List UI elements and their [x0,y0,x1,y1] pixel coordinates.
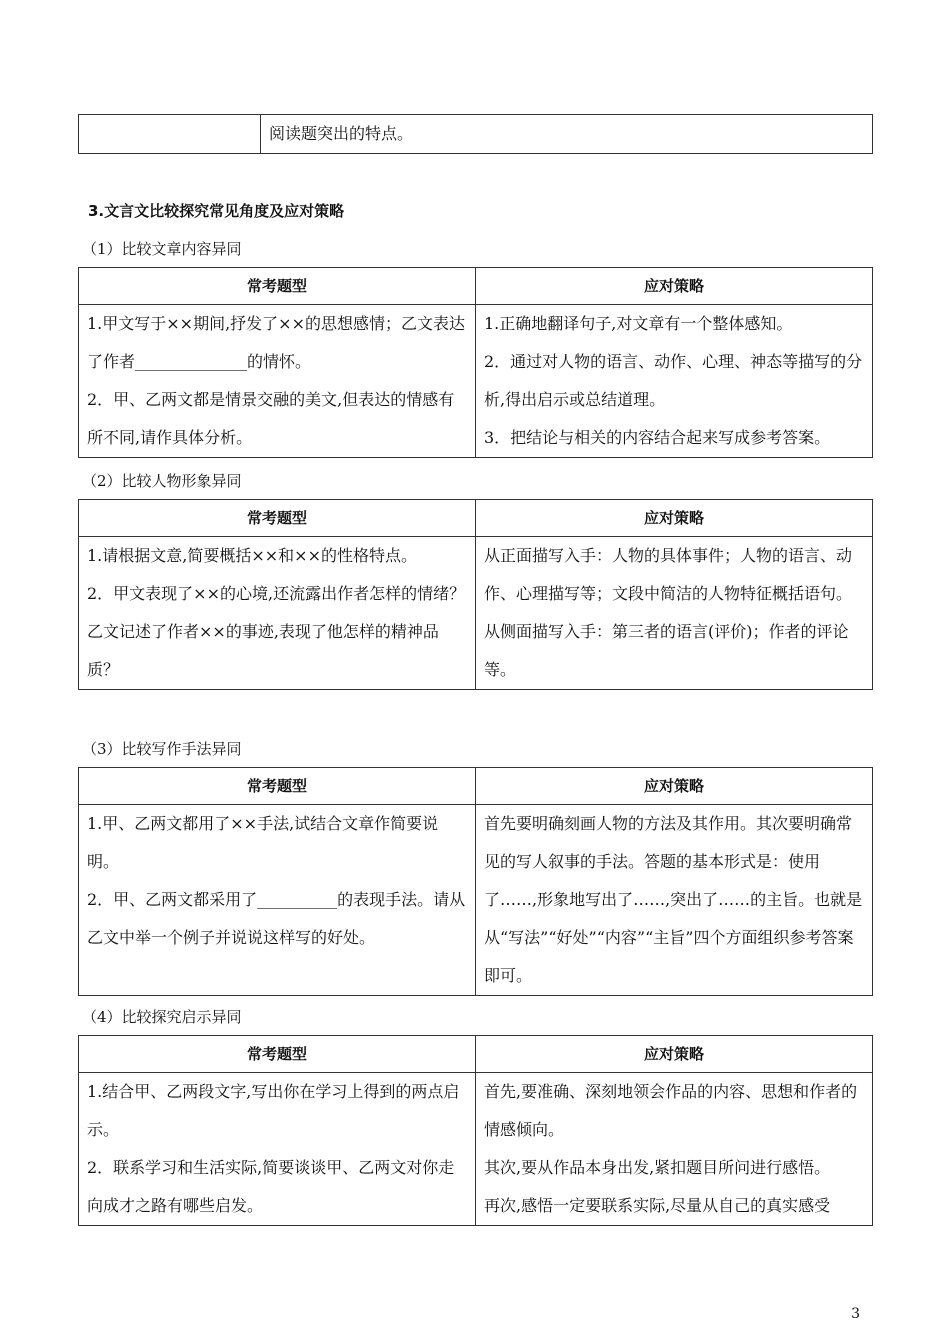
question-item: 1.请根据文意,简要概括××和××的性格特点。 [87,546,417,565]
table-character-comparison [78,499,873,690]
table-content-comparison [78,267,873,458]
header-question-type: 常考题型 [79,768,476,805]
top-table-right-cell: 阅读题突出的特点。 [261,115,873,154]
strategy-item: 从正面描写入手：人物的具体事件；人物的语言、动作、心理描写等；文段中简洁的人物特征概括语句。 [484,546,853,603]
subtitle-character: （2）比较人物形象异同 [82,472,242,490]
top-table-fragment [78,114,873,154]
strategy-item: 1.正确地翻译句子,对文章有一个整体感知。 [484,314,793,333]
strategy-cell [476,805,873,996]
question-item: 1.甲、乙两文都用了××手法,试结合文章作简要说明。 [87,814,439,871]
question-item: 2．甲、乙两文都是情景交融的美文,但表达的情感有所不同,请作具体分析。 [87,390,455,447]
strategy-item: 其次,要从作品本身出发,紧扣题目所问进行感悟。 [484,1158,831,1177]
strategy-cell [476,1073,873,1226]
subtitle-insight: （4）比较探究启示异同 [82,1008,242,1026]
question-cell [79,1073,476,1226]
strategy-item: 2．通过对人物的语言、动作、心理、神态等描写的分析,得出启示或总结道理。 [484,352,863,409]
header-strategy: 应对策略 [476,768,873,805]
strategy-cell [476,305,873,458]
header-strategy: 应对策略 [476,268,873,305]
header-question-type: 常考题型 [79,1036,476,1073]
table-insight-comparison [78,1035,873,1226]
question-item: 2．甲文表现了××的心境,还流露出作者怎样的情绪？乙文记述了作者××的事迹,表现了他怎样的精神品质？ [87,584,466,679]
header-strategy: 应对策略 [476,500,873,537]
question-cell [79,805,476,996]
question-cell [79,537,476,690]
table-technique-comparison [78,767,873,996]
section-title: 3.文言文比较探究常见角度及应对策略 [88,202,345,220]
strategy-item: 3．把结论与相关的内容结合起来写成参考答案。 [484,428,831,447]
strategy-item: 首先要明确刻画人物的方法及其作用。其次要明确常见的写人叙事的手法。答题的基本形式是：使用了……,形象地写出了……,突出了……的主旨。也就是从“写法”“好处”“内容”“主旨”四个方面组织参考答案即可。 [484,814,863,985]
header-question-type: 常考题型 [79,500,476,537]
question-item: 1.结合甲、乙两段文字,写出你在学习上得到的两点启示。 [87,1082,460,1139]
question-cell [79,305,476,458]
question-item: 2．甲、乙两文都采用了__________的表现手法。请从乙文中举一个例子并说说这样写的好处。 [87,890,466,947]
strategy-item: 再次,感悟一定要联系实际,尽量从自己的真实感受 [484,1196,831,1215]
strategy-cell [476,537,873,690]
subtitle-content: （1）比较文章内容异同 [82,240,242,258]
question-item: 2．联系学习和生活实际,简要谈谈甲、乙两文对你走向成才之路有哪些启发。 [87,1158,455,1215]
top-table-left-cell [79,115,261,154]
strategy-item: 首先,要准确、深刻地领会作品的内容、思想和作者的情感倾向。 [484,1082,858,1139]
header-strategy: 应对策略 [476,1036,873,1073]
page-number: 3 [851,1306,860,1322]
strategy-item: 从侧面描写入手：第三者的语言(评价)；作者的评论等。 [484,622,849,679]
subtitle-technique: （3）比较写作手法异同 [82,740,242,758]
header-question-type: 常考题型 [79,268,476,305]
question-item: 1.甲文写于××期间,抒发了××的思想感情；乙文表达了作者______________的情怀。 [87,314,465,371]
